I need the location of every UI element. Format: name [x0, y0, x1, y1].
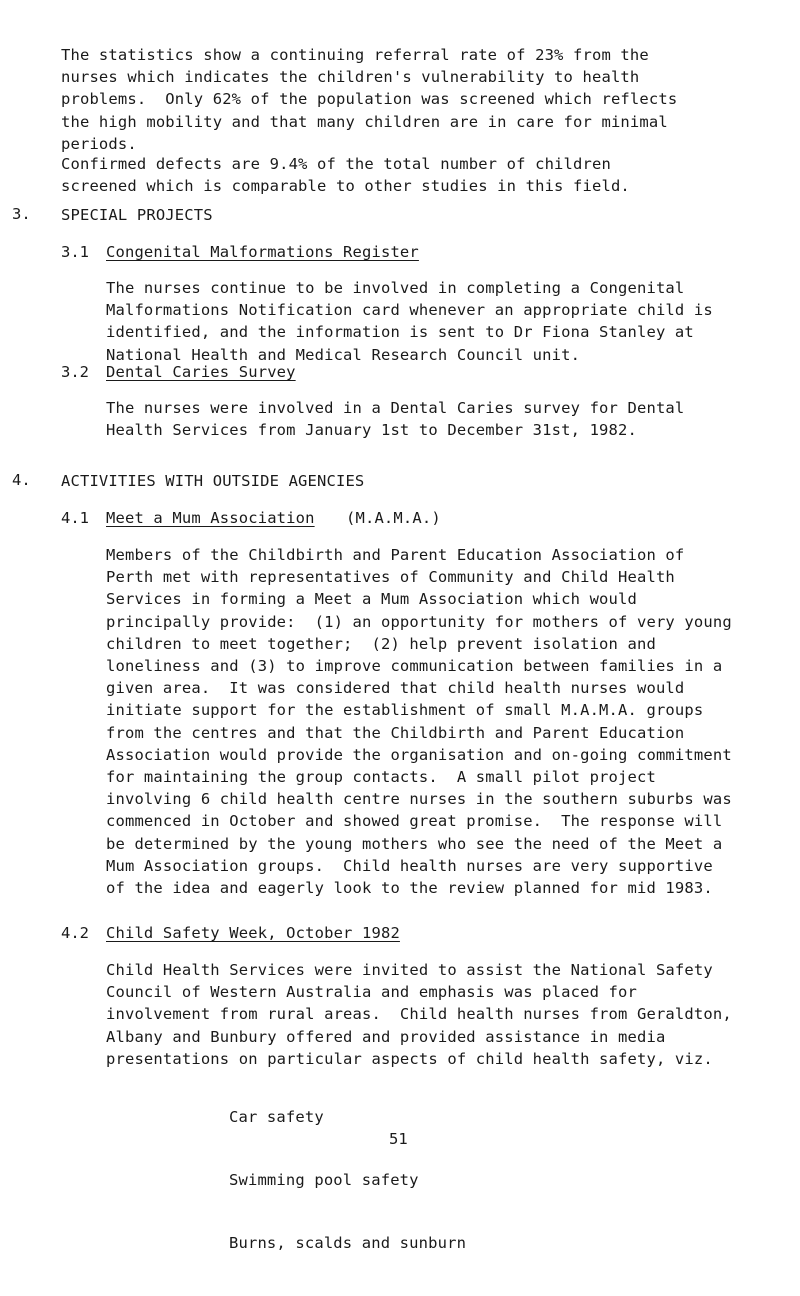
subsection-3-2-heading: Dental Caries Survey	[106, 363, 296, 381]
subsection-4-2-heading: Child Safety Week, October 1982	[106, 924, 400, 942]
subsection-3-1-body: The nurses continue to be involved in completing a Congenital Malformations Notification card whenever an appropriate child is identified, and the information is sent to Dr Fiona Stanley at National Health and Medical Research Council unit.	[106, 279, 713, 364]
subsection-4-2-body: Child Health Services were invited to assist the National Safety Council of Western Australia and emphasis was placed for involvement from rural areas. Child health nurses from Geraldton, Albany and Bunbury offered and provided assistance in media presentations on particular aspects of child health safety, viz.	[106, 961, 732, 1068]
list-item: Car safety	[229, 1108, 324, 1126]
subsection-3-2-number: 3.2	[61, 363, 89, 381]
list-item: Burns, scalds and sunburn	[229, 1234, 467, 1252]
safety-topics-list	[229, 1065, 466, 1296]
section-4-number: 4.	[12, 471, 31, 489]
section-3-number: 3.	[12, 205, 31, 223]
subsection-4-1-number: 4.1	[61, 509, 89, 527]
intro-paragraph-defects: Confirmed defects are 9.4% of the total number of children screened which is comparable to other studies in this field.	[61, 155, 630, 196]
subsection-3-1-number: 3.1	[61, 243, 89, 261]
page-number: 51	[389, 1130, 408, 1148]
subsection-4-2-number: 4.2	[61, 924, 89, 942]
section-4-heading: ACTIVITIES WITH OUTSIDE AGENCIES	[61, 472, 365, 490]
subsection-3-1-heading: Congenital Malformations Register	[106, 243, 419, 261]
section-3-heading: SPECIAL PROJECTS	[61, 206, 213, 224]
subsection-4-1-body: Members of the Childbirth and Parent Education Association of Perth met with representatives of Community and Child Health Services in forming a Meet a Mum Association which would principally provide: (1) an opportunity for mothers of very young children to meet together; (2) help prevent isolation and loneliness and (3) to improve communication between families in a given area. It was considered that child health nurses would initiate support for the establishment of small M.A.M.A. groups from the centres and that the Childbirth and Parent Education Association would provide the organisation and on-going commitment for maintaining the group contacts. A small pilot project involving 6 child health centre nurses in the southern suburbs was commenced in October and showed great promise. The response will be determined by the young mothers who see the need of the Meet a Mum Association groups. Child health nurses are very supportive of the idea and eagerly look to the review planned for mid 1983.	[106, 546, 732, 898]
subsection-4-1-heading: Meet a Mum Association	[106, 509, 315, 527]
subsection-3-2-body: The nurses were involved in a Dental Caries survey for Dental Health Services from January 1st to December 31st, 1982.	[106, 399, 685, 440]
intro-paragraph-statistics: The statistics show a continuing referral rate of 23% from the nurses which indicates the children's vulnerability to health problems. Only 62% of the population was screened which reflects the high mobility and that many children are in care for minimal periods.	[61, 46, 678, 153]
list-item: Swimming pool safety	[229, 1171, 419, 1189]
subsection-4-1-abbreviation: (M.A.M.A.)	[346, 509, 441, 527]
